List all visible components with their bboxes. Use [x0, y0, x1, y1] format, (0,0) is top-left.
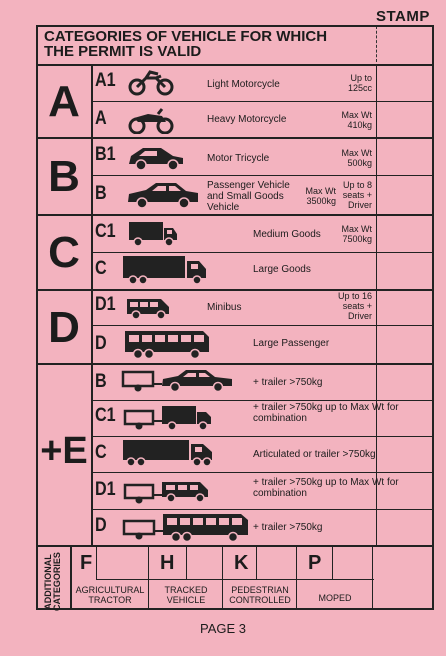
additional-categories-label	[38, 551, 68, 609]
column-divider	[148, 545, 149, 610]
page-number: PAGE 3	[199, 621, 246, 636]
divider	[36, 289, 434, 291]
category-description: Motor Tricycle	[207, 153, 270, 164]
row-divider	[91, 175, 434, 176]
category-description: Medium Goods	[253, 229, 321, 240]
column-divider	[91, 64, 93, 545]
column-divider	[332, 545, 333, 580]
column-divider	[256, 545, 257, 580]
minibus-trailer-icon	[122, 478, 212, 506]
category-code: B	[95, 183, 107, 204]
row-divider	[91, 325, 434, 326]
row-divider	[91, 252, 434, 253]
motorcycle-icon	[128, 68, 174, 96]
row-divider	[91, 472, 434, 473]
group-letter-b: B	[48, 152, 80, 201]
motorcycle-icon	[128, 106, 174, 134]
column-divider	[186, 545, 187, 580]
category-description: + trailer >750kg up to Max Wt for combination	[253, 402, 399, 424]
column-divider	[296, 545, 297, 610]
category-code: C1	[95, 221, 116, 242]
divider	[36, 214, 434, 216]
category-limit: Max Wt 500kg	[341, 148, 372, 168]
column-divider	[372, 545, 373, 610]
category-code: A1	[95, 70, 116, 91]
category-limit: Max Wt 7500kg	[341, 224, 372, 244]
category-code: D	[95, 515, 107, 536]
additional-letter-h: H	[160, 552, 175, 574]
group-letter-a: A	[48, 77, 80, 126]
car-trailer-icon	[120, 366, 235, 394]
category-limit: Max Wt 410kg	[341, 110, 372, 130]
additional-desc-f: AGRICULTURAL TRACTOR	[75, 585, 145, 605]
column-divider	[376, 64, 377, 545]
category-description: Minibus	[207, 302, 242, 313]
category-code: D	[95, 333, 107, 354]
group-letter-e: +E	[40, 430, 88, 472]
row-divider	[91, 101, 434, 102]
category-code: C	[95, 442, 107, 463]
divider	[36, 363, 434, 365]
category-code: C	[95, 258, 107, 279]
category-code: D1	[95, 479, 116, 500]
additional-letter-p: P	[308, 552, 322, 574]
category-code: C1	[95, 405, 116, 426]
category-limit: Up to 125cc	[347, 73, 372, 93]
category-limit: Up to 8 seats + Driver	[342, 180, 372, 210]
column-divider	[96, 545, 97, 580]
row-divider	[91, 509, 434, 510]
category-description: + trailer >750kg	[253, 377, 323, 388]
additional-letter-k: K	[234, 552, 249, 574]
category-code: B1	[95, 144, 116, 165]
additional-desc-p: MOPED	[318, 593, 352, 603]
bus-icon	[123, 328, 211, 360]
category-description: Heavy Motorcycle	[207, 114, 287, 125]
category-description: Large Passenger	[253, 338, 330, 349]
group-letter-d: D	[48, 303, 80, 352]
row-divider	[91, 436, 434, 437]
articulated-truck-icon	[121, 438, 215, 468]
large-truck-icon	[121, 254, 209, 286]
category-description: Light Motorcycle	[207, 79, 280, 90]
column-divider	[222, 545, 223, 610]
additional-categories-text: ADDITIONAL CATEGORIES	[43, 552, 62, 611]
group-letter-c: C	[48, 228, 80, 277]
category-description: + trailer >750kg	[253, 522, 323, 533]
truck-trailer-icon	[122, 403, 214, 431]
category-weight-limit: Max Wt 3500kg	[305, 186, 336, 206]
category-code: D1	[95, 294, 116, 315]
car-icon	[126, 180, 200, 210]
category-code: A	[95, 108, 107, 129]
additional-desc-k: PEDESTRIAN CONTROLLED	[229, 585, 291, 605]
category-limit: Up to 16 seats + Driver	[337, 291, 372, 321]
stamp-label: STAMP	[376, 8, 430, 25]
divider	[36, 64, 434, 66]
minibus-icon	[125, 295, 171, 321]
table-title: CATEGORIES OF VEHICLE FOR WHICH THE PERMIT IS VALID	[44, 28, 328, 60]
category-description: Passenger Vehicle and Small Goods Vehicle	[207, 180, 290, 213]
category-description: Articulated or trailer >750kg	[253, 449, 376, 460]
category-code: B	[95, 371, 107, 392]
category-description: Large Goods	[253, 264, 311, 275]
additional-desc-h: TRACKED VEHICLE	[164, 585, 208, 605]
row-divider	[91, 400, 434, 401]
tricycle-icon	[127, 144, 187, 172]
additional-letter-f: F	[80, 552, 93, 574]
category-description: + trailer >750kg up to Max Wt for combination	[253, 477, 399, 499]
divider	[36, 137, 434, 139]
small-truck-icon	[127, 220, 179, 248]
bus-trailer-icon	[121, 511, 251, 543]
